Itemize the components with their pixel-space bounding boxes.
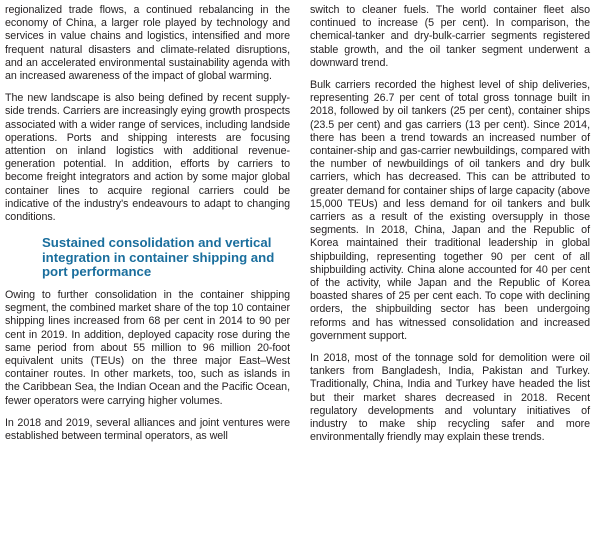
left-paragraph-4: In 2018 and 2019, several alliances and joint ventures were established between terminal operators, as well (5, 416, 290, 443)
right-paragraph-2: Bulk carriers recorded the highest level of ship deliveries, representing 26.7 per cent of total gross tonnage built in 2018, followed by oil tankers (25 per cent), container ships (23.5 per cent) and gas carriers (13 per cent). Since 2014, there has been a trend towards an increased number of container-ship and gas-carrier newbuildings, compared with the number of newbuildings of oil tankers and dry bulk carriers, which has decreased. This can be attributed to greater demand for container ships of large capacity (above 15,000 TEUs) and less demand for oil tankers and bulk carriers as a result of the existing oversupply in those segments. In 2018, China, Japan and the Republic of Korea maintained their traditional leadership in global shipbuilding, representing together 90 per cent of all shipbuilding activity. China alone accounted for 40 per cent of the activity, while Japan and the Republic of Korea boasted shares of 25 per cent each. To cope with declining orders, the shipbuilding sector has been undergoing reforms and has witnessed consolidation and increased government support. (310, 79, 590, 342)
left-paragraph-2: The new landscape is also being defined by recent supply-side trends. Carriers are increasingly eying growth prospects associated with a wider range of services, including landside operations. Ports and shipping interests are focusing attention on inland logistics with additional revenue-generation potential. In addition, efforts by carriers to become freight integrators and action by some major global container lines to acquire regional carriers could be indicative of the industry's endeavours to adapt to changing conditions. (5, 92, 290, 224)
right-column (310, 4, 590, 454)
section-heading: Sustained consolidation and vertical integration in container shipping and port performance (42, 235, 275, 280)
left-column (5, 4, 290, 452)
left-paragraph-3: Owing to further consolidation in the container shipping segment, the combined market share of the top 10 container shipping lines increased from 68 per cent in 2014 to 90 per cent in 2019. In addition, deployed capacity rose during the same period from about 55 million to 96 million 20-foot equivalent units (TEUs) on the three major East–West container routes. In other markets, too, such as islands in the Caribbean Sea, the Indian Ocean and the Pacific Ocean, fewer operators were carrying higher volumes. (5, 289, 290, 407)
right-paragraph-3: In 2018, most of the tonnage sold for demolition were oil tankers from Bangladesh, India, Pakistan and Turkey. Traditionally, China, India and Turkey have headed the list but their market shares decreased in 2018. Recent regulatory developments and voluntary initiatives of industry to make ship recycling safer and more environmentally friendly may explain these trends. (310, 352, 590, 444)
left-paragraph-1: regionalized trade flows, a continued rebalancing in the economy of China, a larger role played by technology and services in value chains and logistics, intensified and more frequent natural disasters and climate-related disruptions, and an accelerated environmental sustainability agenda with an increased awareness of the impact of global warming. (5, 4, 290, 83)
right-paragraph-1: switch to cleaner fuels. The world container fleet also continued to increase (5 per cent). In comparison, the chemical-tanker and dry-bulk-carrier segments registered stable growth, and the oil tanker segment underwent a downward trend. (310, 4, 590, 69)
